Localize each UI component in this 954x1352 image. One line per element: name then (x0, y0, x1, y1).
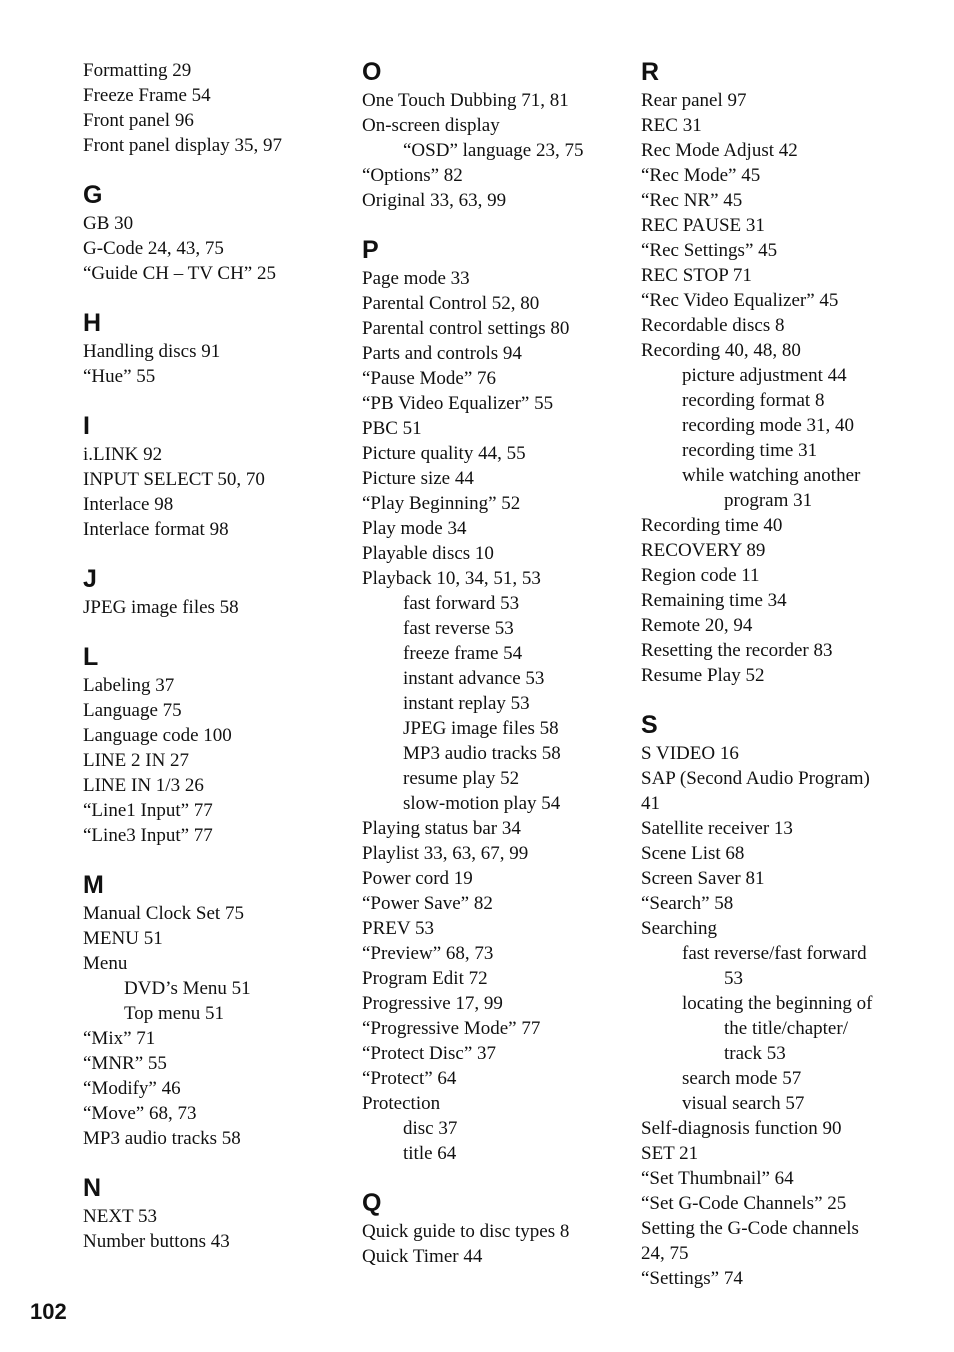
index-entry: Labeling 37 (83, 675, 175, 696)
page-number: 102 (30, 1299, 67, 1324)
index-entry: Freeze Frame 54 (83, 85, 211, 106)
index-entry: “Rec Mode” 45 (641, 165, 761, 186)
index-section-p (362, 236, 624, 1166)
index-entry: PREV 53 (362, 918, 434, 939)
index-entry: Quick Timer 44 (362, 1246, 483, 1267)
index-section-h (83, 309, 345, 389)
index-section-n (83, 1174, 345, 1254)
index-subentry: search mode 57 (682, 1068, 802, 1089)
index-column-1 (83, 58, 345, 1277)
index-entry: Language code 100 (83, 725, 232, 746)
section-letter-heading: N (83, 1174, 102, 1202)
index-entry: “Pause Mode” 76 (362, 368, 497, 389)
section-letter-heading: M (83, 871, 104, 899)
index-entry: 41 (641, 793, 660, 814)
index-section-g (83, 181, 345, 286)
index-entry: “Guide CH – TV CH” 25 (83, 263, 276, 284)
index-entry: Playable discs 10 (362, 543, 494, 564)
index-entry: REC STOP 71 (641, 265, 752, 286)
index-entry: “Rec NR” 45 (641, 190, 743, 211)
index-entry: RECOVERY 89 (641, 540, 766, 561)
index-entry: Remaining time 34 (641, 590, 787, 611)
index-entry: Playing status bar 34 (362, 818, 521, 839)
section-letter-heading: S (641, 711, 658, 739)
index-subentry: fast reverse 53 (403, 618, 514, 639)
index-entry: i.LINK 92 (83, 444, 163, 465)
section-letter-heading: L (83, 643, 99, 671)
index-subentry: track 53 (724, 1043, 786, 1064)
index-entry: Resetting the recorder 83 (641, 640, 833, 661)
index-entry: One Touch Dubbing 71, 81 (362, 90, 569, 111)
index-entry: G-Code 24, 43, 75 (83, 238, 224, 259)
index-subentry: “OSD” language 23, 75 (403, 140, 584, 161)
index-subentry: freeze frame 54 (403, 643, 523, 664)
section-letter-heading: I (83, 412, 90, 440)
index-entry: “Search” 58 (641, 893, 734, 914)
index-subentry: the title/chapter/ (724, 1018, 848, 1039)
index-entry: Recordable discs 8 (641, 315, 785, 336)
index-entry: Front panel display 35, 97 (83, 135, 282, 156)
index-entry: Self-diagnosis function 90 (641, 1118, 842, 1139)
index-entry: Front panel 96 (83, 110, 194, 131)
index-entry: Handling discs 91 (83, 341, 221, 362)
index-entry: S VIDEO 16 (641, 743, 739, 764)
index-entry: Searching (641, 918, 717, 939)
index-entry: “Options” 82 (362, 165, 463, 186)
index-subentry: locating the beginning of (682, 993, 873, 1014)
index-section-s (641, 711, 903, 1291)
index-entry: “Modify” 46 (83, 1078, 181, 1099)
index-entry: 24, 75 (641, 1243, 689, 1264)
index-subentry: Top menu 51 (124, 1003, 224, 1024)
index-subentry: instant replay 53 (403, 693, 530, 714)
index-entry: Interlace format 98 (83, 519, 229, 540)
index-entry: Parts and controls 94 (362, 343, 522, 364)
index-subentry: 53 (724, 968, 743, 989)
index-section-l (83, 643, 345, 848)
index-entry: INPUT SELECT 50, 70 (83, 469, 265, 490)
index-entry: Screen Saver 81 (641, 868, 765, 889)
index-subentry: MP3 audio tracks 58 (403, 743, 561, 764)
index-column-3 (641, 58, 903, 1314)
index-subentry: visual search 57 (682, 1093, 805, 1114)
index-entry: Playlist 33, 63, 67, 99 (362, 843, 529, 864)
index-entry: Scene List 68 (641, 843, 745, 864)
index-entry: “Protect Disc” 37 (362, 1043, 497, 1064)
index-column-2 (362, 58, 624, 1292)
index-entry: Progressive 17, 99 (362, 993, 503, 1014)
index-subentry: disc 37 (403, 1118, 458, 1139)
index-entry: Region code 11 (641, 565, 760, 586)
index-entry: Page mode 33 (362, 268, 470, 289)
index-subentry: fast reverse/fast forward (682, 943, 867, 964)
index-entry: “Mix” 71 (83, 1028, 156, 1049)
index-entry: Recording 40, 48, 80 (641, 340, 801, 361)
index-continued-entries (83, 58, 345, 158)
index-entry: Rear panel 97 (641, 90, 747, 111)
index-section-j (83, 565, 345, 620)
index-subentry: resume play 52 (403, 768, 520, 789)
index-entry: Power cord 19 (362, 868, 473, 889)
index-entry: “Line3 Input” 77 (83, 825, 213, 846)
index-entry: Protection (362, 1093, 441, 1114)
index-subentry: slow-motion play 54 (403, 793, 561, 814)
index-entry: SET 21 (641, 1143, 699, 1164)
section-letter-heading: O (362, 58, 382, 86)
index-entry: LINE IN 1/3 26 (83, 775, 204, 796)
index-entry: Playback 10, 34, 51, 53 (362, 568, 541, 589)
index-subentry: DVD’s Menu 51 (124, 978, 251, 999)
index-entry: “Preview” 68, 73 (362, 943, 494, 964)
index-entry: Manual Clock Set 75 (83, 903, 244, 924)
index-entry: Original 33, 63, 99 (362, 190, 507, 211)
index-subentry: recording mode 31, 40 (682, 415, 855, 436)
index-entry: On-screen display (362, 115, 500, 136)
index-entry: Satellite receiver 13 (641, 818, 793, 839)
index-entry: Quick guide to disc types 8 (362, 1221, 570, 1242)
index-entry: Play mode 34 (362, 518, 467, 539)
index-entry: Interlace 98 (83, 494, 174, 515)
index-entry: JPEG image files 58 (83, 597, 239, 618)
index-subentry: instant advance 53 (403, 668, 545, 689)
index-subentry: picture adjustment 44 (682, 365, 847, 386)
section-letter-heading: H (83, 309, 102, 337)
index-entry: Setting the G-Code channels (641, 1218, 859, 1239)
index-entry: SAP (Second Audio Program) (641, 768, 870, 789)
index-entry: “Power Save” 82 (362, 893, 493, 914)
index-entry: “Progressive Mode” 77 (362, 1018, 541, 1039)
index-section-r (641, 58, 903, 688)
index-entry: “MNR” 55 (83, 1053, 167, 1074)
index-entry: REC 31 (641, 115, 702, 136)
index-entry: LINE 2 IN 27 (83, 750, 190, 771)
index-entry: Parental control settings 80 (362, 318, 570, 339)
section-letter-heading: R (641, 58, 660, 86)
section-letter-heading: P (362, 236, 379, 264)
index-entry: “Line1 Input” 77 (83, 800, 213, 821)
index-entry: “Play Beginning” 52 (362, 493, 521, 514)
index-entry: “Settings” 74 (641, 1268, 743, 1289)
index-subentry: title 64 (403, 1143, 457, 1164)
index-entry: “Hue” 55 (83, 366, 156, 387)
index-entry: Remote 20, 94 (641, 615, 753, 636)
index-entry: “Move” 68, 73 (83, 1103, 197, 1124)
index-entry: NEXT 53 (83, 1206, 158, 1227)
index-subentry: program 31 (724, 490, 813, 511)
index-entry: Recording time 40 (641, 515, 783, 536)
index-entry: PBC 51 (362, 418, 422, 439)
section-letter-heading: Q (362, 1189, 382, 1217)
index-section-i (83, 412, 345, 542)
index-entry: “PB Video Equalizer” 55 (362, 393, 554, 414)
section-letter-heading: J (83, 565, 97, 593)
index-subentry: while watching another (682, 465, 861, 486)
index-entry: Picture size 44 (362, 468, 474, 489)
index-entry: Parental Control 52, 80 (362, 293, 540, 314)
index-section-o (362, 58, 624, 213)
index-subentry: recording time 31 (682, 440, 818, 461)
index-entry: MENU 51 (83, 928, 163, 949)
index-entry: “Set G-Code Channels” 25 (641, 1193, 847, 1214)
index-entry: “Rec Video Equalizer” 45 (641, 290, 839, 311)
index-section-m (83, 871, 345, 1151)
index-entry: Picture quality 44, 55 (362, 443, 526, 464)
index-entry: Program Edit 72 (362, 968, 488, 989)
index-entry: Rec Mode Adjust 42 (641, 140, 798, 161)
index-entry: REC PAUSE 31 (641, 215, 765, 236)
index-subentry: recording format 8 (682, 390, 825, 411)
index-entry: Language 75 (83, 700, 182, 721)
index-section-q (362, 1189, 624, 1269)
index-entry: MP3 audio tracks 58 (83, 1128, 241, 1149)
index-entry: “Protect” 64 (362, 1068, 457, 1089)
index-entry: Resume Play 52 (641, 665, 765, 686)
index-entry: “Set Thumbnail” 64 (641, 1168, 794, 1189)
index-subentry: fast forward 53 (403, 593, 520, 614)
index-entry: GB 30 (83, 213, 134, 234)
section-letter-heading: G (83, 181, 103, 209)
index-entry: Number buttons 43 (83, 1231, 230, 1252)
index-entry: Formatting 29 (83, 60, 192, 81)
index-subentry: JPEG image files 58 (403, 718, 559, 739)
index-entry: Menu (83, 953, 128, 974)
index-entry: “Rec Settings” 45 (641, 240, 778, 261)
